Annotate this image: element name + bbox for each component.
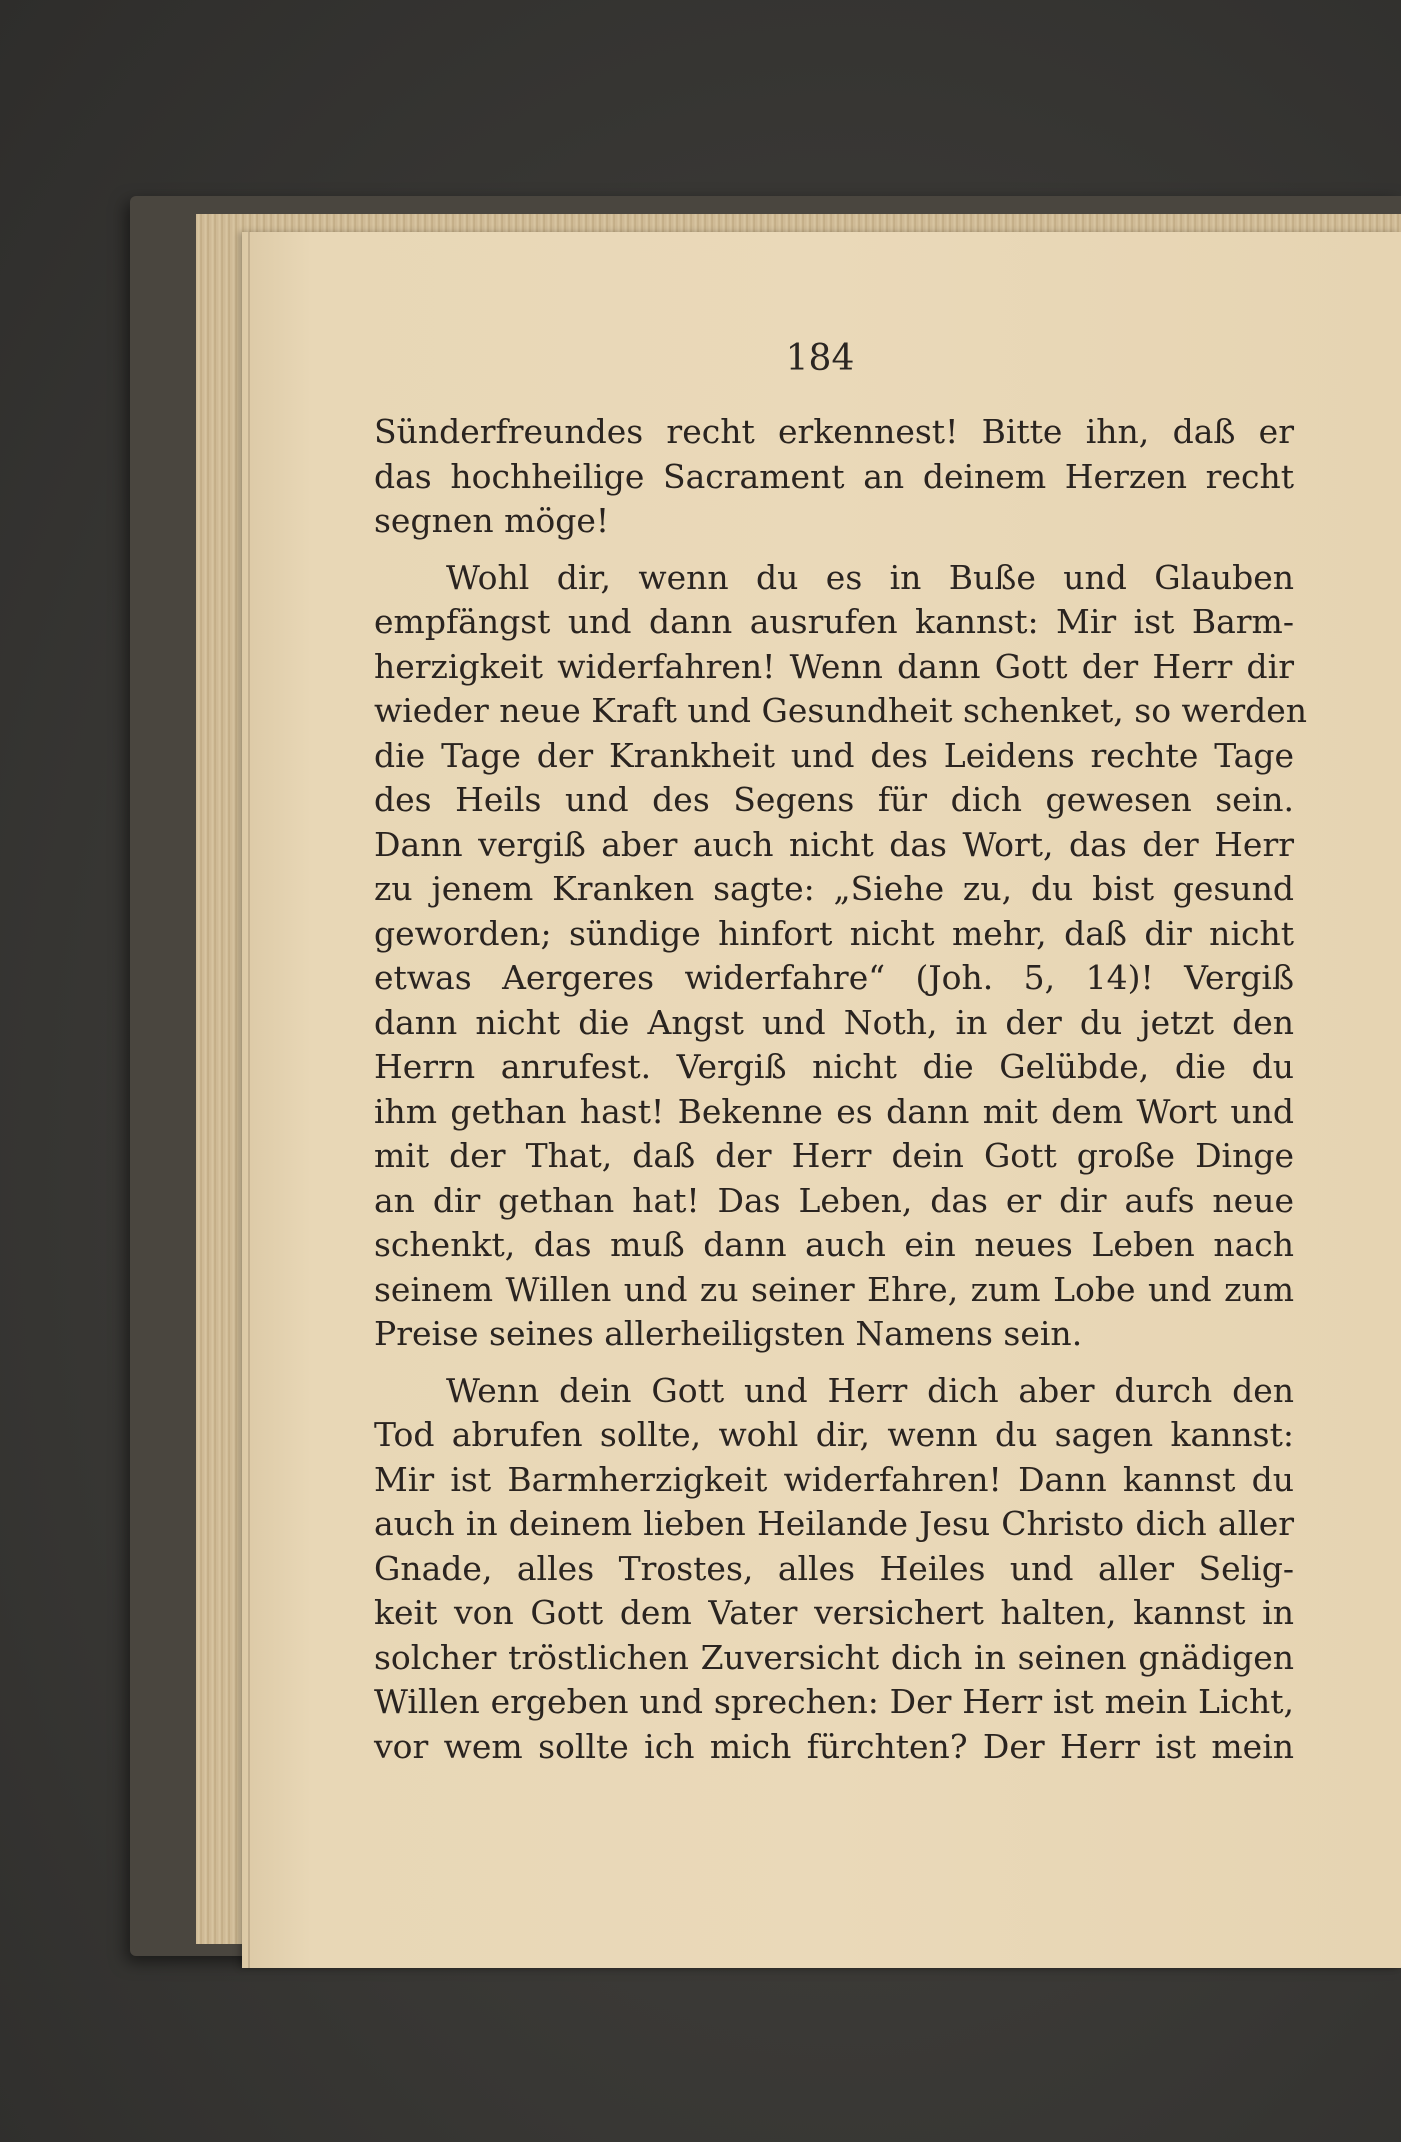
text-line: Wohl dir, wenn du es in Buße und Glauben [446, 557, 1294, 597]
text-line: vor wem sollte ich mich fürchten? Der Herr ist mein [374, 1726, 1294, 1766]
text-line: zu jenem Kranken sagte: „Siehe zu, du bist gesund [374, 869, 1294, 908]
text-line: empfängst und dann ausrufen kannst: Mir ist Barm- [374, 602, 1294, 641]
text-line: schenkt, das muß dann auch ein neues Leben nach [374, 1225, 1294, 1264]
text-line: keit von Gott dem Vater versichert halten, kannst in [374, 1593, 1294, 1632]
text-line: etwas Aergeres widerfahre“ (Joh. 5, 14)! Vergiß [374, 958, 1294, 997]
text-line: ihm gethan hast! Bekenne es dann mit dem Wort und [374, 1091, 1294, 1131]
text-line: Mir ist Barmherzigkeit widerfahren! Dann kannst du [374, 1459, 1294, 1499]
page-gutter-line [248, 232, 250, 1968]
text-line: seinem Willen und zu seiner Ehre, zum Lobe und zum [374, 1269, 1294, 1309]
text-line: Willen ergeben und sprechen: Der Herr ist mein Licht, [374, 1682, 1294, 1721]
text-line: solcher tröstlichen Zuversicht dich in seinen gnädigen [374, 1637, 1294, 1677]
page-number: 184 [785, 338, 855, 379]
text-line: segnen möge! [374, 501, 610, 540]
text-line: des Heils und des Segens für dich gewesen sein. [374, 780, 1294, 819]
text-line: mit der That, daß der Herr dein Gott große Dinge [374, 1136, 1294, 1175]
text-line: Herrn anrufest. Vergiß nicht die Gelübde, die du [374, 1047, 1294, 1086]
text-line: wieder neue Kraft und Gesundheit schenket, so werden [374, 691, 1308, 730]
text-line: auch in deinem lieben Heilande Jesu Christo dich aller [374, 1504, 1294, 1543]
text-line: Sünderfreundes recht erkennest! Bitte ihn, daß er [374, 412, 1294, 451]
text-line: die Tage der Krankheit und des Leidens rechte Tage [374, 735, 1294, 775]
text-line: an dir gethan hat! Das Leben, das er dir aufs neue [374, 1180, 1294, 1220]
text-line: das hochheilige Sacrament an deinem Herzen recht [374, 456, 1294, 496]
text-line: herzigkeit widerfahren! Wenn dann Gott der Herr dir [374, 646, 1294, 686]
text-line: Wenn dein Gott und Herr dich aber durch den [446, 1370, 1294, 1410]
text-line: Preise seines allerheiligsten Namens sein. [374, 1314, 1083, 1353]
text-line: dann nicht die Angst und Noth, in der du jetzt den [374, 1002, 1294, 1042]
page-text [374, 410, 1308, 1769]
text-line: geworden; sündige hinfort nicht mehr, daß dir nicht [374, 913, 1294, 953]
text-line: Gnade, alles Trostes, alles Heiles und aller Selig- [374, 1548, 1294, 1588]
text-line: Dann vergiß aber auch nicht das Wort, das der Herr [374, 824, 1294, 864]
text-line: Tod abrufen sollte, wohl dir, wenn du sagen kannst: [374, 1415, 1294, 1454]
